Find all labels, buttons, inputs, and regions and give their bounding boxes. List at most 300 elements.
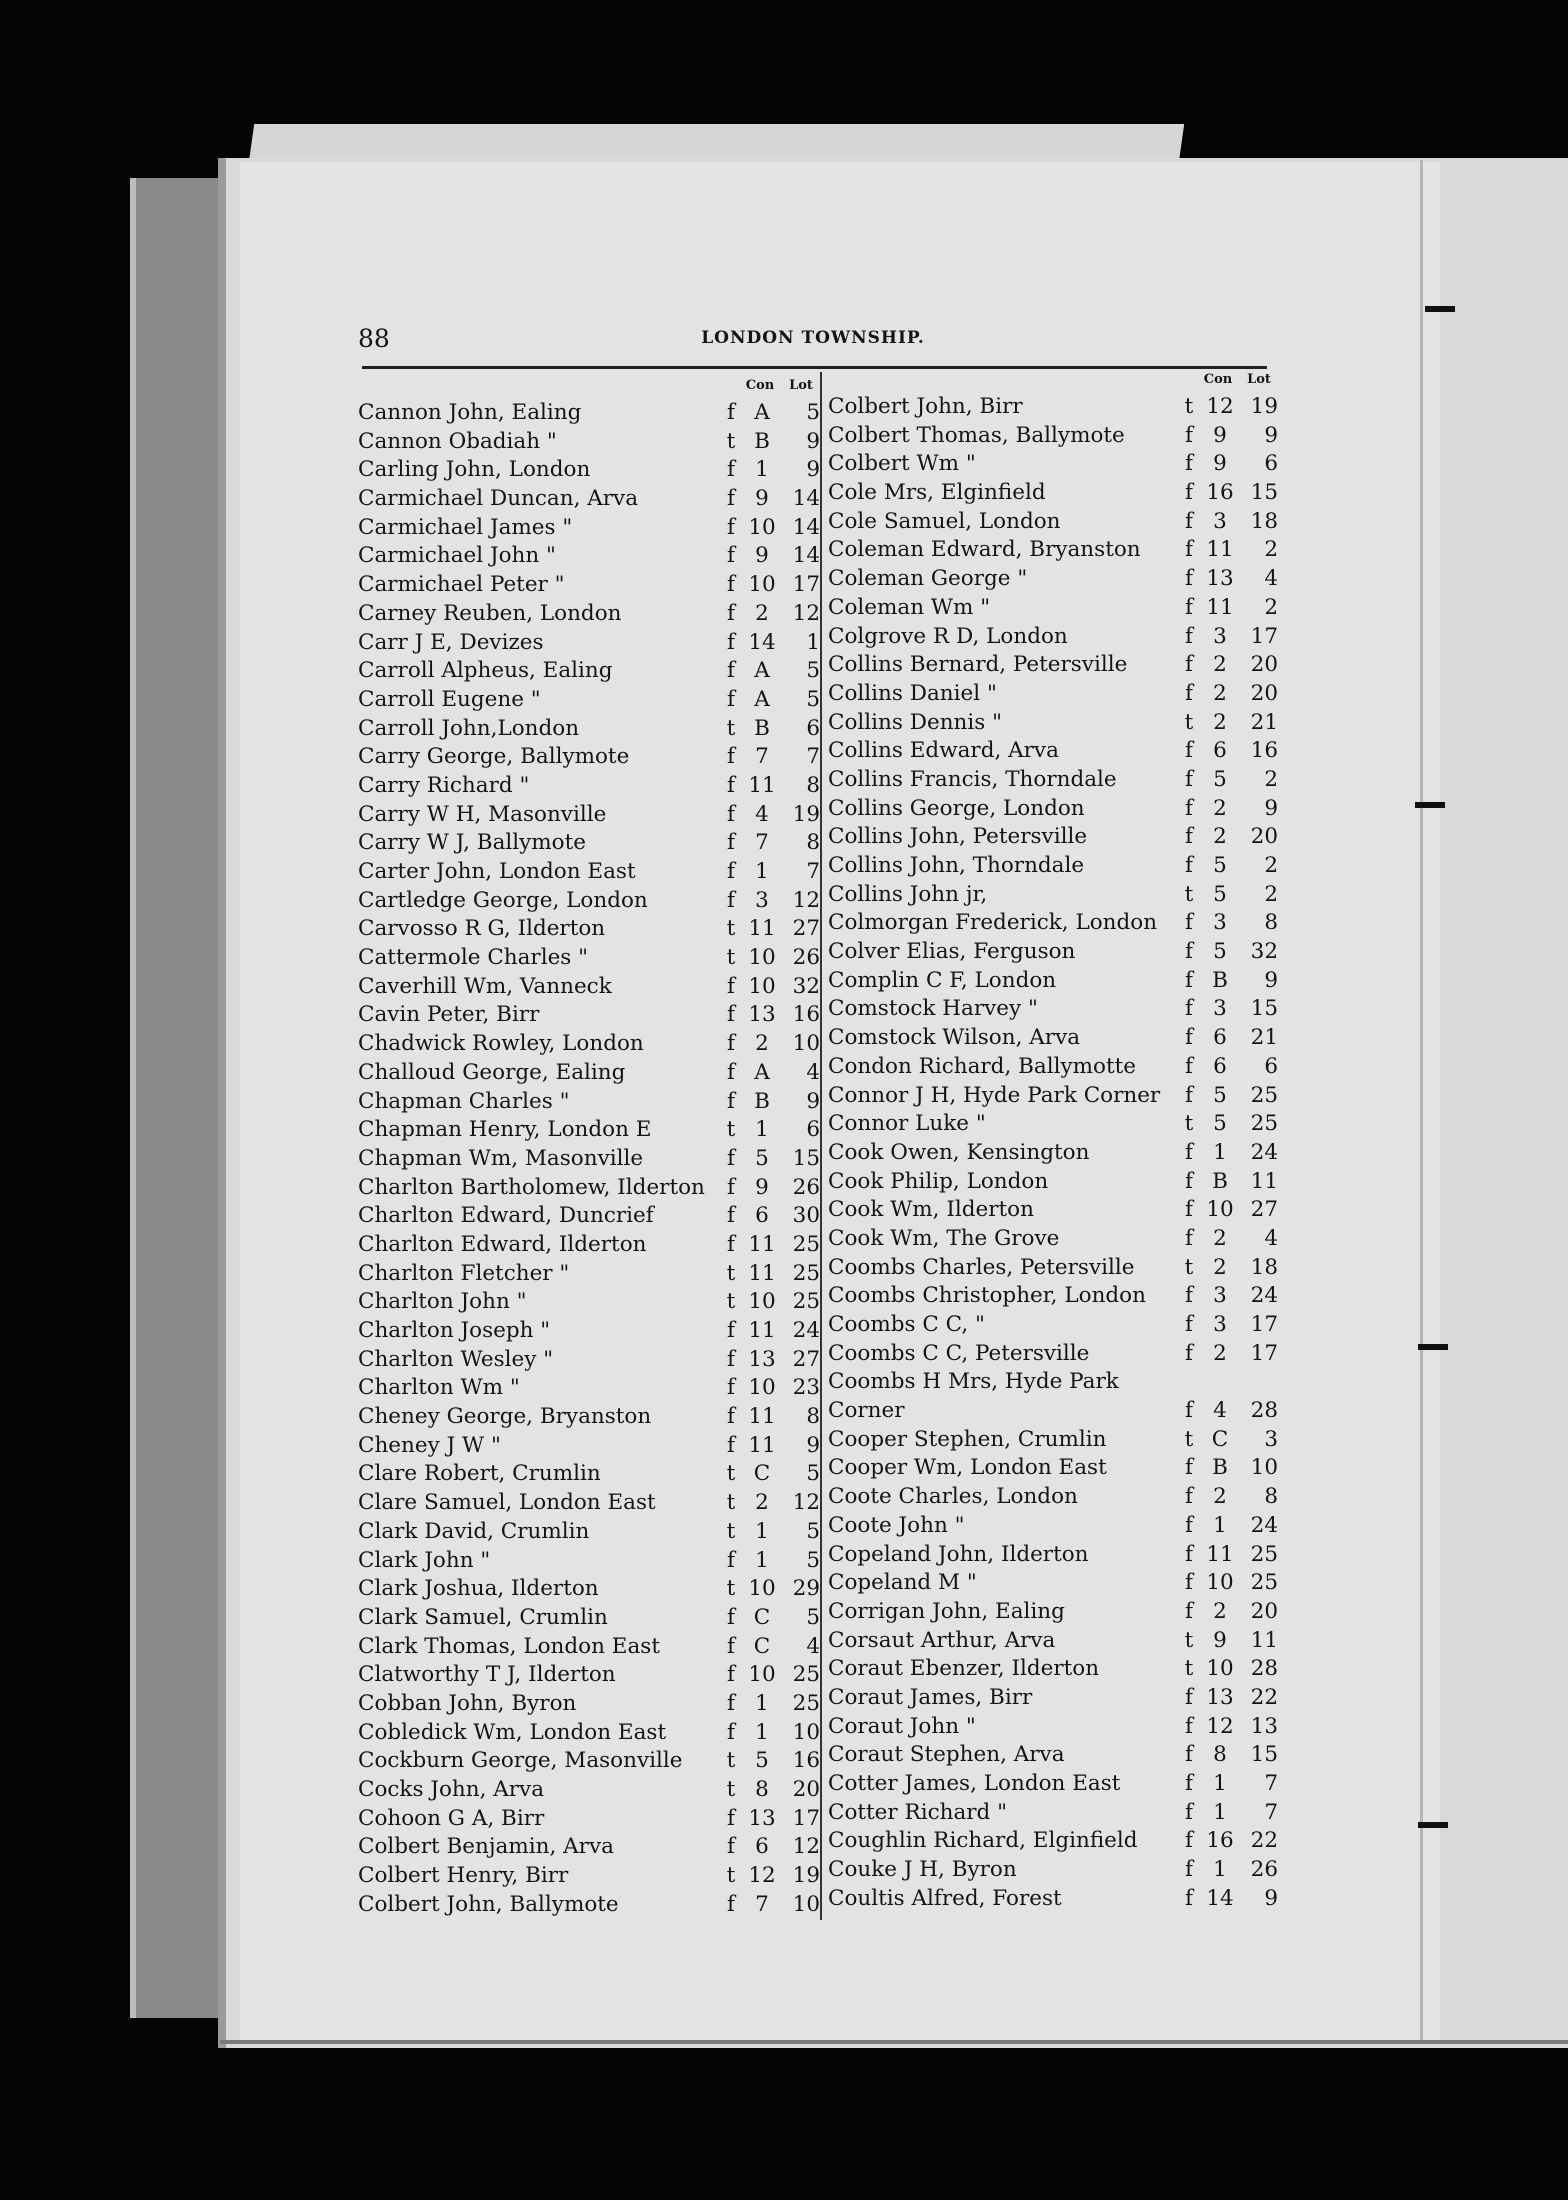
directory-entry xyxy=(828,1169,1278,1198)
directory-entry xyxy=(358,830,820,859)
entry-lot: 17 xyxy=(1250,1340,1278,1366)
entry-con: C xyxy=(753,1633,771,1659)
directory-entry xyxy=(358,1203,820,1232)
entry-lot: 11 xyxy=(1250,1627,1278,1653)
header-rule xyxy=(362,366,1267,369)
entry-tenure: f xyxy=(727,486,735,512)
directory-entry xyxy=(828,652,1278,681)
entry-lot: 8 xyxy=(1264,1484,1278,1510)
directory-entry xyxy=(358,572,820,601)
entry-con: 5 xyxy=(755,1145,769,1171)
entry-name: Charlton Wm " xyxy=(358,1375,520,1401)
directory-entry xyxy=(828,968,1278,997)
entry-tenure: f xyxy=(727,801,735,827)
entry-con: 9 xyxy=(755,1174,769,1200)
directory-entry xyxy=(828,824,1278,853)
entry-lot: 15 xyxy=(1250,1742,1278,1768)
entry-lot: 32 xyxy=(1250,939,1278,965)
entry-tenure: t xyxy=(726,916,736,942)
entry-name: Coughlin Richard, Elginfield xyxy=(828,1828,1138,1854)
entry-tenure: f xyxy=(1185,795,1193,821)
entry-con: 1 xyxy=(755,1518,769,1544)
entry-name: Cook Owen, Kensington xyxy=(828,1139,1090,1165)
entry-tenure: f xyxy=(1185,1771,1193,1796)
directory-entry xyxy=(358,429,820,458)
entry-con: 1 xyxy=(755,1719,769,1745)
entry-con: B xyxy=(1212,967,1228,993)
entry-name: Cooper Wm, London East xyxy=(828,1455,1107,1481)
entry-lot: 4 xyxy=(806,1633,820,1659)
directory-entry xyxy=(358,1117,820,1146)
entry-con: 6 xyxy=(1213,738,1227,764)
entry-name: Coote Charles, London xyxy=(828,1484,1078,1510)
entry-lot: 19 xyxy=(792,1863,820,1889)
binding-mark xyxy=(1415,802,1445,808)
entry-con: 13 xyxy=(748,1002,776,1028)
directory-entry xyxy=(828,1742,1278,1771)
directory-entry xyxy=(828,1111,1278,1140)
directory-entry xyxy=(828,1083,1278,1112)
entry-name: Carry Richard " xyxy=(358,772,530,798)
directory-entry xyxy=(358,1289,820,1318)
entry-con: 5 xyxy=(1213,881,1227,907)
entry-lot: 18 xyxy=(1250,1254,1278,1280)
entry-name: Clare Robert, Crumlin xyxy=(358,1461,601,1487)
directory-entry xyxy=(828,939,1278,968)
entry-con: 1 xyxy=(755,859,769,884)
entry-lot: 21 xyxy=(1250,1025,1278,1051)
entry-name: Carmichael Duncan, Arva xyxy=(358,486,639,512)
entry-name: Collins Edward, Arva xyxy=(828,738,1059,764)
entry-name: Clark Samuel, Crumlin xyxy=(358,1604,608,1630)
directory-entry xyxy=(828,1140,1278,1169)
entry-con: 5 xyxy=(1213,1111,1227,1137)
entry-name: Collins Francis, Thorndale xyxy=(828,766,1117,792)
directory-entry xyxy=(358,1605,820,1634)
entry-lot: 5 xyxy=(806,400,820,425)
directory-entry xyxy=(828,1656,1278,1685)
directory-entry xyxy=(828,1570,1278,1599)
entry-lot: 3 xyxy=(1264,1426,1278,1452)
entry-tenure: t xyxy=(1184,1254,1194,1280)
entry-name: Cole Mrs, Elginfield xyxy=(828,480,1046,506)
entry-name: Cannon Obadiah " xyxy=(358,428,557,454)
entry-lot: 27 xyxy=(792,1346,820,1372)
entry-lot: 27 xyxy=(1250,1197,1278,1223)
entry-name: Carroll Alpheus, Ealing xyxy=(358,658,613,684)
entry-tenure: f xyxy=(1185,680,1193,706)
entry-con: C xyxy=(753,1461,771,1487)
entry-lot: 2 xyxy=(1264,537,1278,563)
entry-name: Chadwick Rowley, London xyxy=(358,1031,644,1057)
entry-lot: 19 xyxy=(1250,394,1278,419)
entry-tenure: t xyxy=(1184,394,1194,419)
entry-name: Coote John " xyxy=(828,1512,965,1538)
directory-entry xyxy=(828,1455,1278,1484)
entry-name: Cobledick Wm, London East xyxy=(358,1719,667,1745)
entry-tenure: t xyxy=(1184,709,1194,735)
entry-tenure: f xyxy=(1185,594,1193,620)
right-column xyxy=(828,372,1278,1914)
directory-entry xyxy=(358,1777,820,1806)
entry-lot: 7 xyxy=(806,859,820,884)
entry-name: Copeland M " xyxy=(828,1570,977,1596)
entry-name: Charlton John " xyxy=(358,1289,527,1315)
entry-tenure: f xyxy=(727,600,735,626)
directory-entry xyxy=(358,1720,820,1749)
entry-con: 3 xyxy=(1213,996,1227,1022)
directory-entry xyxy=(828,1226,1278,1255)
entry-tenure: t xyxy=(726,715,736,741)
entry-name: Connor J H, Hyde Park Corner xyxy=(828,1082,1161,1108)
entry-lot: 25 xyxy=(1250,1111,1278,1137)
entry-con: 2 xyxy=(755,1490,769,1516)
directory-entry xyxy=(358,1691,820,1720)
entry-con: 5 xyxy=(1213,766,1227,792)
entry-con: A xyxy=(754,658,770,684)
entry-name: Cotter James, London East xyxy=(828,1771,1121,1796)
entry-name: Carney Reuben, London xyxy=(358,600,622,626)
entry-tenure: f xyxy=(727,1633,735,1659)
entry-lot: 25 xyxy=(792,1662,820,1688)
directory-entry xyxy=(358,658,820,687)
entry-name: Cobban John, Byron xyxy=(358,1690,577,1716)
entry-con: 11 xyxy=(1206,537,1234,563)
entry-lot: 16 xyxy=(792,1002,820,1028)
entry-tenure: f xyxy=(727,572,735,598)
entry-name: Coraut James, Birr xyxy=(828,1684,1033,1710)
entry-name: Cotter Richard " xyxy=(828,1799,1008,1825)
entry-lot: 25 xyxy=(792,1289,820,1315)
directory-entry xyxy=(828,796,1278,825)
entry-tenure: f xyxy=(727,1604,735,1630)
entry-tenure: f xyxy=(1185,738,1193,764)
entry-lot: 23 xyxy=(792,1375,820,1401)
entry-con: 2 xyxy=(1213,680,1227,706)
entry-lot: 24 xyxy=(1250,1139,1278,1165)
entry-tenure: t xyxy=(726,1490,736,1516)
entry-name: Carroll Eugene " xyxy=(358,686,541,712)
directory-entry xyxy=(358,859,820,888)
entry-tenure: f xyxy=(1185,566,1193,592)
entry-lot: 17 xyxy=(792,572,820,598)
entry-con: C xyxy=(753,1604,771,1630)
entry-name: Clark John " xyxy=(358,1547,491,1573)
entry-lot: 6 xyxy=(1264,451,1278,477)
running-title: LONDON TOWNSHIP. xyxy=(701,328,925,348)
entry-tenure: f xyxy=(727,400,735,425)
entry-lot: 1 xyxy=(806,629,820,655)
entry-tenure: f xyxy=(1185,508,1193,534)
entry-con: 10 xyxy=(1206,1197,1234,1223)
entry-lot: 18 xyxy=(1250,508,1278,534)
entry-con: 3 xyxy=(1213,508,1227,534)
binding-mark xyxy=(1418,1344,1448,1350)
entry-lot: 5 xyxy=(806,1461,820,1487)
entry-lot: 20 xyxy=(1250,652,1278,678)
entry-tenure: f xyxy=(1185,480,1193,506)
directory-entry xyxy=(828,1886,1278,1915)
entry-con: 3 xyxy=(1213,1312,1227,1337)
entry-lot: 9 xyxy=(1264,967,1278,993)
entry-lot: 2 xyxy=(1264,881,1278,907)
entry-con: 2 xyxy=(1213,795,1227,821)
entry-name: Coleman Edward, Bryanston xyxy=(828,537,1141,563)
entry-tenure: t xyxy=(726,1461,736,1487)
entry-name: Coleman George " xyxy=(828,566,1028,592)
entry-name: Carr J E, Devizes xyxy=(358,629,544,655)
directory-entry xyxy=(358,486,820,515)
entry-con: 3 xyxy=(1213,1283,1227,1309)
entry-con: 7 xyxy=(755,1891,769,1917)
directory-entry xyxy=(358,687,820,716)
entry-lot: 26 xyxy=(1250,1857,1278,1883)
entry-con: 7 xyxy=(755,830,769,856)
entry-lot: 7 xyxy=(1264,1771,1278,1796)
entry-tenure: t xyxy=(726,428,736,454)
entry-lot: 14 xyxy=(792,514,820,540)
entry-tenure: f xyxy=(727,1031,735,1057)
entry-con: 10 xyxy=(748,1375,776,1401)
entry-tenure: f xyxy=(1185,623,1193,649)
entry-name: Carling John, London xyxy=(358,457,591,483)
entry-name: Cohoon G A, Birr xyxy=(358,1805,545,1831)
entry-tenure: f xyxy=(727,686,735,712)
entry-tenure: t xyxy=(726,1289,736,1315)
left-entry-list xyxy=(358,400,820,1920)
entry-con: 6 xyxy=(1213,1053,1227,1079)
directory-entry xyxy=(828,451,1278,480)
entry-lot: 25 xyxy=(792,1690,820,1716)
entry-con: 3 xyxy=(1213,910,1227,936)
entry-tenure: t xyxy=(1184,1627,1194,1653)
entry-tenure: f xyxy=(1185,1885,1193,1911)
entry-con: 8 xyxy=(755,1777,769,1802)
entry-tenure: f xyxy=(1185,422,1193,448)
entry-name: Cook Philip, London xyxy=(828,1168,1049,1194)
entry-lot: 25 xyxy=(1250,1570,1278,1596)
directory-entry xyxy=(358,1490,820,1519)
directory-entry xyxy=(828,537,1278,566)
entry-con: 5 xyxy=(1213,939,1227,965)
entry-name: Collins Daniel " xyxy=(828,680,997,706)
entry-name: Condon Richard, Ballymotte xyxy=(828,1053,1136,1079)
entry-con: A xyxy=(754,686,770,712)
entry-con: 2 xyxy=(755,600,769,626)
entry-name: Carmichael James " xyxy=(358,514,573,540)
entry-tenure: f xyxy=(1185,1398,1193,1424)
directory-entry xyxy=(828,1484,1278,1513)
entry-lot: 20 xyxy=(1250,1598,1278,1624)
entry-con: B xyxy=(754,1088,770,1114)
entry-name: Cook Wm, The Grove xyxy=(828,1225,1060,1251)
entry-name: Colbert Thomas, Ballymote xyxy=(828,422,1125,448)
entry-name: Charlton Bartholomew, Ilderton xyxy=(358,1174,705,1200)
entry-tenure: f xyxy=(727,1203,735,1229)
entry-con: 5 xyxy=(1213,853,1227,878)
directory-entry xyxy=(358,1634,820,1663)
entry-tenure: t xyxy=(726,1777,736,1802)
directory-entry xyxy=(828,509,1278,538)
directory-entry xyxy=(828,1427,1278,1456)
entry-tenure: f xyxy=(1185,1340,1193,1366)
entry-tenure: f xyxy=(1185,967,1193,993)
entry-con: 9 xyxy=(755,543,769,569)
entry-lot: 10 xyxy=(792,1719,820,1745)
entry-lot: 8 xyxy=(1264,910,1278,936)
entry-name: Carroll John,London xyxy=(358,715,580,741)
directory-entry xyxy=(828,394,1278,423)
entry-lot: 9 xyxy=(806,428,820,454)
entry-name: Complin C F, London xyxy=(828,967,1057,993)
entry-lot: 27 xyxy=(792,916,820,942)
entry-lot: 2 xyxy=(1264,594,1278,620)
entry-tenure: f xyxy=(1185,537,1193,563)
entry-name: Collins John, Thorndale xyxy=(828,853,1085,878)
entry-tenure: f xyxy=(727,658,735,684)
entry-con: 11 xyxy=(748,1432,776,1458)
entry-tenure: f xyxy=(727,1088,735,1114)
entry-con: 1 xyxy=(755,1117,769,1143)
entry-name: Cheney George, Bryanston xyxy=(358,1404,652,1430)
entry-tenure: f xyxy=(727,973,735,999)
lot-header: Lot xyxy=(1247,372,1271,387)
directory-entry xyxy=(358,1232,820,1261)
entry-tenure: t xyxy=(1184,881,1194,907)
entry-lot: 9 xyxy=(1264,422,1278,448)
entry-lot: 21 xyxy=(1250,709,1278,735)
page-bottom-rule xyxy=(220,2040,1568,2044)
entry-name: Coraut Ebenzer, Ilderton xyxy=(828,1656,1100,1682)
entry-con: 1 xyxy=(755,1690,769,1716)
entry-name: Colbert John, Ballymote xyxy=(358,1891,619,1917)
entry-name: Corner xyxy=(828,1398,905,1424)
entry-lot: 22 xyxy=(1250,1684,1278,1710)
entry-tenure: t xyxy=(726,1748,736,1774)
entry-name: Collins George, London xyxy=(828,795,1085,821)
entry-con: 10 xyxy=(748,514,776,540)
entry-tenure: f xyxy=(727,1662,735,1688)
entry-name: Chapman Charles " xyxy=(358,1088,570,1114)
directory-entry xyxy=(828,1800,1278,1829)
directory-entry xyxy=(358,916,820,945)
entry-lot: 9 xyxy=(806,1432,820,1458)
entry-tenure: f xyxy=(1185,1225,1193,1251)
entry-tenure: f xyxy=(727,1346,735,1372)
entry-lot: 15 xyxy=(1250,996,1278,1022)
entry-lot: 25 xyxy=(1250,1082,1278,1108)
entry-name: Colgrove R D, London xyxy=(828,623,1068,649)
entry-lot: 26 xyxy=(792,945,820,971)
entry-name: Carmichael John " xyxy=(358,543,556,569)
entry-lot: 14 xyxy=(792,543,820,569)
entry-lot: 16 xyxy=(1250,738,1278,764)
directory-entry xyxy=(358,1347,820,1376)
entry-tenure: t xyxy=(726,1117,736,1143)
entry-lot: 16 xyxy=(792,1748,820,1774)
directory-entry xyxy=(828,996,1278,1025)
entry-lot: 20 xyxy=(1250,680,1278,706)
directory-entry xyxy=(358,888,820,917)
entry-name: Carmichael Peter " xyxy=(358,572,565,598)
entry-tenure: f xyxy=(1185,910,1193,936)
binding-mark xyxy=(1425,306,1455,312)
directory-entry xyxy=(828,1513,1278,1542)
directory-entry xyxy=(358,1748,820,1777)
entry-con: 4 xyxy=(1213,1398,1227,1424)
entry-tenure: f xyxy=(1185,1598,1193,1624)
entry-name: Cockburn George, Masonville xyxy=(358,1748,683,1774)
entry-name: Collins John jr, xyxy=(828,881,988,907)
entry-name: Cooper Stephen, Crumlin xyxy=(828,1426,1107,1452)
entry-tenure: f xyxy=(727,1318,735,1343)
entry-con: 5 xyxy=(1213,1082,1227,1108)
entry-lot: 9 xyxy=(1264,795,1278,821)
entry-lot: 30 xyxy=(792,1203,820,1229)
entry-lot: 25 xyxy=(1250,1541,1278,1567)
entry-con: 16 xyxy=(1206,480,1234,506)
entry-tenure: f xyxy=(1185,652,1193,678)
entry-name: Cheney J W " xyxy=(358,1432,501,1458)
entry-con: B xyxy=(1212,1168,1228,1194)
entry-tenure: f xyxy=(1185,1570,1193,1596)
entry-name: Comstock Harvey " xyxy=(828,996,1038,1022)
entry-lot: 9 xyxy=(806,457,820,483)
entry-con: A xyxy=(754,1059,770,1085)
entry-lot: 7 xyxy=(806,744,820,770)
entry-con: 14 xyxy=(748,629,776,655)
directory-entry xyxy=(828,1255,1278,1284)
directory-entry xyxy=(358,543,820,572)
entry-con: 14 xyxy=(1206,1885,1234,1911)
entry-tenure: t xyxy=(726,1576,736,1602)
entry-con: 2 xyxy=(1213,1254,1227,1280)
entry-lot: 4 xyxy=(1264,566,1278,592)
entry-con: 1 xyxy=(755,457,769,483)
directory-entry xyxy=(828,423,1278,452)
directory-entry xyxy=(358,744,820,773)
entry-lot: 12 xyxy=(792,1834,820,1860)
entry-con: 1 xyxy=(755,1547,769,1573)
entry-name: Colbert John, Birr xyxy=(828,394,1023,419)
directory-entry xyxy=(358,601,820,630)
entry-lot: 8 xyxy=(806,1404,820,1430)
entry-con: B xyxy=(754,715,770,741)
entry-lot: 24 xyxy=(1250,1283,1278,1309)
entry-lot: 6 xyxy=(1264,1053,1278,1079)
directory-entry xyxy=(828,1283,1278,1312)
entry-name: Clatworthy T J, Ilderton xyxy=(358,1662,616,1688)
directory-entry xyxy=(358,1863,820,1892)
entry-tenure: f xyxy=(1185,1828,1193,1854)
entry-con: 2 xyxy=(1213,652,1227,678)
entry-tenure: f xyxy=(727,1174,735,1200)
entry-tenure: f xyxy=(727,543,735,569)
directory-entry xyxy=(358,1662,820,1691)
entry-name: Colver Elias, Ferguson xyxy=(828,939,1076,965)
entry-tenure: f xyxy=(1185,1713,1193,1739)
entry-name: Clark David, Crumlin xyxy=(358,1518,590,1544)
entry-tenure: f xyxy=(727,887,735,913)
entry-name: Clare Samuel, London East xyxy=(358,1490,656,1516)
directory-entry xyxy=(358,1433,820,1462)
entry-tenure: f xyxy=(1185,1197,1193,1223)
entry-tenure: f xyxy=(727,1404,735,1430)
entry-name: Connor Luke " xyxy=(828,1111,986,1137)
entry-name: Charlton Fletcher " xyxy=(358,1260,570,1286)
entry-tenure: t xyxy=(726,1518,736,1544)
entry-lot: 5 xyxy=(806,1518,820,1544)
